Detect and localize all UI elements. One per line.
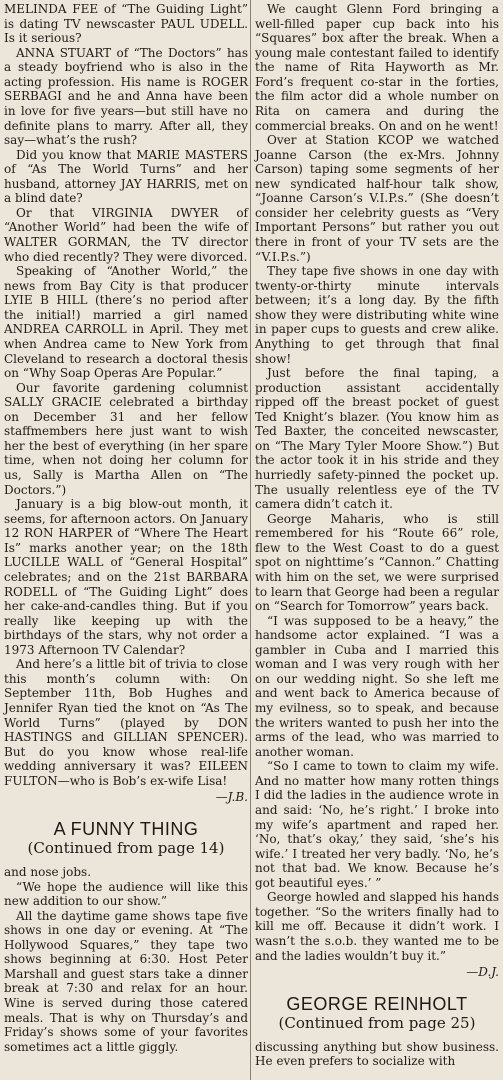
left-column [4,2,248,1054]
paragraph: “So I came to town to claim my wife. And no matter how many rotten things I did the ladies in the audience wrote in and said: ‘No, he’s right.’ I broke into my wife’s apartment and raped her. ‘No, that’s okay,’ they said, ‘she’s his wife.’ I treated her very badly. ‘No, he’s not that bad. We know. Because he’s got beautiful eyes.’ ” [255,759,499,890]
paragraph: They tape five shows in one day with twenty-or-thirty minute intervals between; it’s a long day. By the fifth show they were distributing white wine in paper cups to guests and crew alike. Anything to get through that final show! [255,264,499,366]
paragraph: We caught Glenn Ford bringing a well-filled paper cup back into his “Squares” box after the break. When a young male contestant failed to identify the name of Rita Hayworth as Mr. Ford’s frequent co-star in the forties, the film actor did a whole number on Rita on camera and during the commercial breaks. On and on he went! [255,2,499,133]
right-column [255,2,499,1069]
paragraph: and nose jobs. [4,864,92,879]
paragraph: “I was supposed to be a heavy,” the handsome actor explained. “I was a gambler in Cuba and I married this woman and I was very rough with her on our wedding night. So she left me and went back to America because of my evilness, so to speak, and because the writers wanted to push her into the arms of the lead, who was married to another woman. [255,613,499,759]
paragraph: January is a big blow-out month, it seems, for afternoon actors. On January 12 RON HARPER of “Where The Heart Is” marks another year; on the 18th LUCILLE WALL of “General Hospital” celebrates; and on the 21st BARBARA RODELL of “The Guiding Light” does her cake-and-candles thing. But if you really like keeping up with the birthdays of the stars, why not order a 1973 Afternoon TV Calendar? [4,497,248,657]
author-signature: —J.B. [215,790,248,805]
author-signature: —D.J. [466,965,499,980]
section-subheading: (Continued from page 25) [278,1013,476,1032]
paragraph: Or that VIRGINIA DWYER of “Another World” had been the wife of WALTER GORMAN, the TV director who died recently? They were divorced. [4,205,248,264]
paragraph: Did you know that MARIE MASTERS of “As The World Turns” and her husband, attorney JAY HARRIS, met on a blind date? [4,147,248,206]
paragraph: George howled and slapped his hands together. “So the writers finally had to kill me off. Because it didn’t work. I wasn’t the s.o.b. they wanted me to be and the ladies wouldn’t buy it.” [255,890,499,963]
paragraph: George Maharis, who is still remembered for his “Route 66” role, flew to the West Coast to do a guest spot on nighttime’s “Cannon.” Chatting with him on the set, we were surprised to learn that George had been a regular on “Search for Tomorrow” years back. [255,511,499,614]
paragraph: Speaking of “Another World,” the news from Bay City is that producer LYIE B HILL (there’s no period after the initial!) married a girl named ANDREA CARROLL in April. They met when Andrea came to New York from Cleveland to research a doctoral thesis on “Why Soap Operas Are Popular.” [4,264,248,381]
paragraph: MELINDA FEE of “The Guiding Light” is dating TV newscaster PAUL UDELL. Is it serious? [4,2,248,46]
paragraph: discussing anything but show business. He even prefers to socialize with [255,1039,499,1069]
paragraph: Just before the final taping, a production assistant accidentally ripped off the breast pocket of guest Ted Knight’s blazer. (You know him as Ted Baxter, the conceited newscaster, on “The Mary Tyler Moore Show.”) But the actor took it in his stride and they hurriedly safety-pinned the pocket up. The usually relentless eye of the TV camera didn’t catch it. [255,366,499,512]
paragraph: ANNA STUART of “The Doctors” has a steady boyfriend who is also in the acting profession. His name is ROGER SERBAGI and he and Anna have been in love for five years—but still have no definite plans to marry. After all, they say—what’s the rush? [4,45,248,148]
paragraph: All the daytime game shows tape five shows in one day or evening. At “The Hollywood Squares,” they tape two shows beginning at 6:30. Host Peter Marshall and guest stars take a dinner break at 7:30 and relax for an hour. Wine is served during those catered meals. That is why on Thursday’s and Friday’s shows some of your favorites sometimes act a little giggly. [4,908,248,1054]
section-subheading: (Continued from page 14) [27,838,225,857]
column-divider [250,0,251,1080]
paragraph: And here’s a little bit of trivia to close this month’s column with: On September 11th, Bob Hughes and Jennifer Ryan tied the knot on “As The World Turns” (played by DON HASTINGS and GILLIAN SPENCER). But do you know whose real-life wedding anniversary it was? EILEEN FULTON—who is Bob’s ex-wife Lisa! [4,657,248,788]
section-heading: A FUNNY THING [53,818,199,839]
paragraph: “We hope the audience will like this new addition to our show.” [4,879,248,909]
section-heading: GEORGE REINHOLT [286,993,468,1014]
paragraph: Our favorite gardening columnist SALLY GRACIE celebrated a birthday on December 31 and her fellow staffmembers here just want to wish her the best of everything (in her spare time, when not doing her column for us, Sally is Martha Allen on “The Doctors.”) [4,380,248,497]
paragraph: Over at Station KCOP we watched Joanne Carson (the ex-Mrs. Johnny Carson) taping some segments of her new syndicated half-hour talk show, “Joanne Carson’s V.I.P.s.” (She doesn’t consider her celebrity guests as “Very Important Persons” but rather you out there in front of your TV sets are the “V.I.P.s.”) [255,133,499,264]
